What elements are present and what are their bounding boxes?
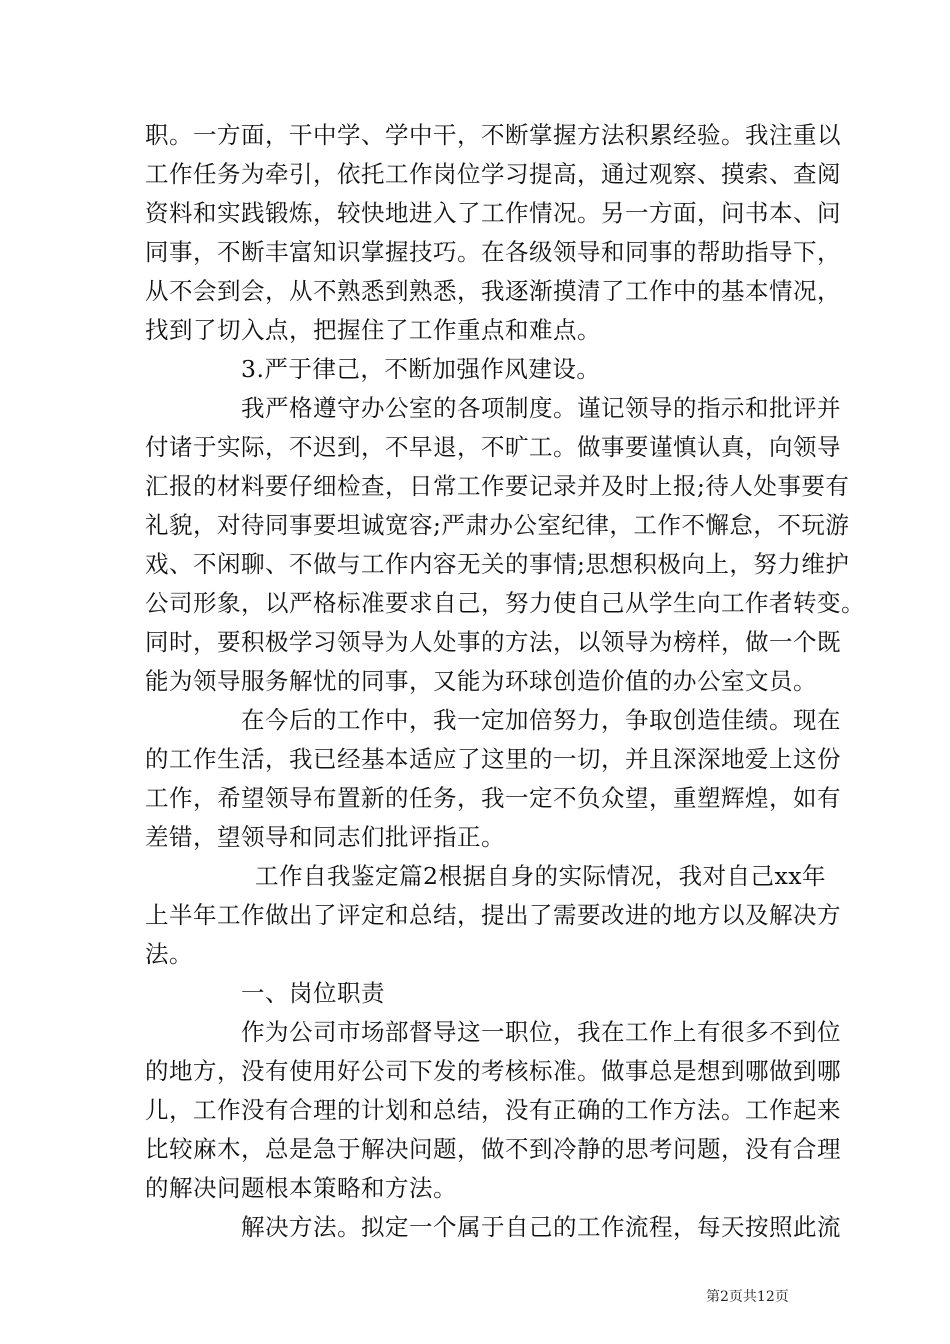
text-line: 找到了切入点，把握住了工作重点和难点。 xyxy=(145,316,601,344)
text-line: 付诸于实际，不迟到，不早退，不旷工。做事要谨慎认真，向领导 xyxy=(145,433,841,461)
text-line: 同事，不断丰富知识掌握技巧。在各级领导和同事的帮助指导下， xyxy=(145,238,841,266)
text-line: 能为领导服务解忧的同事，又能为环球创造价值的办公室文员。 xyxy=(145,667,817,695)
text-line: 的工作生活，我已经基本适应了这里的一切，并且深深地爱上这份 xyxy=(145,745,841,773)
text-line: 公司形象，以严格标准要求自己，努力使自己从学生向工作者转变。 xyxy=(145,589,865,617)
paragraph-start: 作为公司市场部督导这一职位，我在工作上有很多不到位 xyxy=(241,1018,841,1046)
paragraph-start: 解决方法。拟定一个属于自己的工作流程，每天按照此流 xyxy=(241,1213,841,1241)
text-line: 同时，要积极学习领导为人处事的方法，以领导为榜样，做一个既 xyxy=(145,628,841,656)
text-line: 的地方，没有使用好公司下发的考核标准。做事总是想到哪做到哪 xyxy=(145,1057,841,1085)
body-text xyxy=(145,116,865,1247)
text-line: 差错，望领导和同志们批评指正。 xyxy=(145,823,505,851)
text-line: 的解决问题根本策略和方法。 xyxy=(145,1174,457,1202)
text-line: 工作任务为牵引，依托工作岗位学习提高，通过观察、摸索、查阅 xyxy=(145,160,841,188)
text-line: 上半年工作做出了评定和总结，提出了需要改进的地方以及解决方 xyxy=(145,901,841,929)
section-heading: 3.严于律己，不断加强作风建设。 xyxy=(241,355,601,383)
text-line: 儿，工作没有合理的计划和总结，没有正确的工作方法。工作起来 xyxy=(145,1096,841,1124)
text-line: 工作，希望领导布置新的任务，我一定不负众望，重塑辉煌，如有 xyxy=(145,784,841,812)
text-line: 比较麻木，总是急于解决问题，做不到冷静的思考问题，没有合理 xyxy=(145,1135,841,1163)
text-line: 礼貌，对待同事要坦诚宽容;严肃办公室纪律，工作不懈怠，不玩游 xyxy=(145,511,850,539)
section-heading: 一、岗位职责 xyxy=(241,979,385,1007)
text-line: 法。 xyxy=(145,940,193,968)
text-line: 资料和实践锻炼，较快地进入了工作情况。另一方面，问书本、问 xyxy=(145,199,841,227)
text-line: 职。一方面，干中学、学中干，不断掌握方法积累经验。我注重以 xyxy=(145,121,841,149)
page-number: 第2页共12页 xyxy=(706,1289,789,1305)
text-line: 从不会到会，从不熟悉到熟悉，我逐渐摸清了工作中的基本情况， xyxy=(145,277,841,305)
paragraph-start: 我严格遵守办公室的各项制度。谨记领导的指示和批评并 xyxy=(241,394,841,422)
paragraph-start: 工作自我鉴定篇2根据自身的实际情况，我对自己xx年 xyxy=(255,862,826,890)
text-line: 汇报的材料要仔细检查，日常工作要记录并及时上报;待人处事要有 xyxy=(145,472,850,500)
paragraph-start: 在今后的工作中，我一定加倍努力，争取创造佳绩。现在 xyxy=(241,706,841,734)
text-line: 戏、不闲聊、不做与工作内容无关的事情;思想积极向上，努力维护 xyxy=(145,550,850,578)
